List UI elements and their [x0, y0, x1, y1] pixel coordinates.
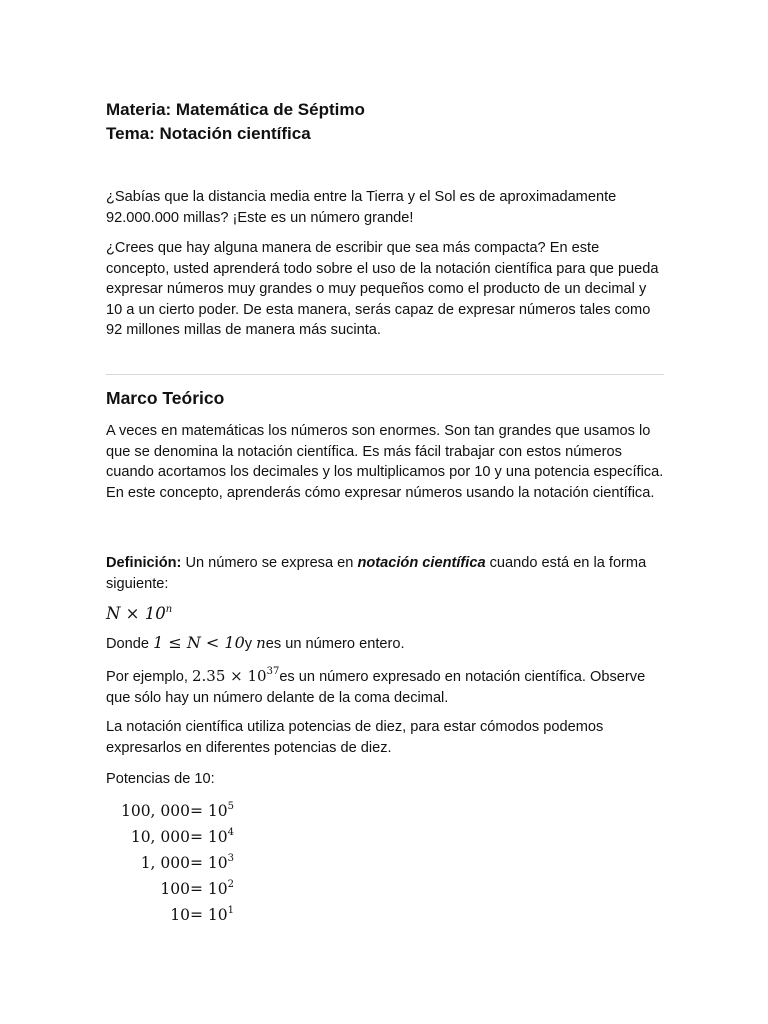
power-exponent: 3 [227, 853, 235, 864]
intro-paragraph-1: ¿Sabías que la distancia media entre la Tierra y el Sol es de aproximadamente 92.000.000 millas? ¡Este es un número grande! [106, 189, 617, 226]
power-row [104, 824, 234, 850]
power-number: 1, 000 [140, 854, 190, 872]
example-exponent: 37 [266, 666, 280, 677]
powers-intro-paragraph: La notación científica utiliza potencias de diez, para estar cómodos podemos expresarlos en diferentes potencias de diez. [106, 719, 604, 756]
example-prefix: Por ejemplo, [106, 669, 192, 685]
power-number: 10 [170, 906, 190, 924]
power-exponent: 1 [227, 905, 235, 916]
definition-text-before: Un número se expresa en [181, 555, 358, 571]
power-base: = 10 [190, 854, 228, 872]
powers-of-ten-list [104, 798, 234, 928]
donde-condition: 1 ≤ N < 10 [153, 633, 245, 652]
section-title-marco-teorico: Marco Teórico [106, 388, 225, 408]
definition-label: Definición: [106, 555, 182, 571]
donde-line [106, 633, 666, 655]
power-row [104, 902, 234, 928]
power-row [104, 798, 234, 824]
power-base: = 10 [190, 828, 228, 846]
example-rest: es un número expresado en notación científica. Observe que sólo hay un número delante de la coma decimal. [106, 669, 646, 706]
donde-word: Donde [106, 636, 154, 652]
power-row [104, 850, 234, 876]
power-base: = 10 [190, 802, 228, 820]
donde-variable: n [256, 634, 266, 652]
power-exponent: 5 [227, 801, 235, 812]
definition-text-after: cuando está en la forma siguiente: [106, 555, 647, 592]
definition-formula [106, 604, 172, 624]
power-exponent: 4 [227, 827, 235, 838]
marco-paragraph: A veces en matemáticas los números son enormes. Son tan grandes que usamos lo que se denomina la notación científica. Es más fácil trabajar con estos números cuando acortamos los decimales y los multiplicamos por 10 y una potencia específica. En este concepto, aprenderás cómo expresar números usando la notación científica. [106, 423, 664, 501]
example-base: 2.35 × 10 [191, 667, 267, 685]
power-base: = 10 [190, 880, 228, 898]
definition-paragraph [106, 553, 666, 594]
intro-paragraph-2: ¿Crees que hay alguna manera de escribir que sea más compacta? En este concepto, usted aprenderá todo sobre el uso de la notación científica para que pueda expresar números muy grandes o muy pequeños como el producto de un decimal y 10 a un cierto poder. De esta manera, serás capaz de expresar números tales como 92 millones millas de manera más sucinta. [106, 240, 659, 338]
power-exponent: 2 [227, 879, 235, 890]
document-header [106, 98, 365, 146]
powers-label: Potencias de 10: [106, 771, 215, 787]
power-number: 100 [160, 880, 190, 898]
donde-rest: es un número entero. [265, 636, 405, 652]
formula-exponent: n [165, 604, 173, 615]
donde-y: y [244, 636, 257, 652]
power-number: 100, 000 [120, 802, 190, 820]
topic-heading: Tema: Notación científica [106, 124, 311, 143]
power-base: = 10 [190, 906, 228, 924]
section-divider [106, 374, 664, 375]
subject-heading: Materia: Matemática de Séptimo [106, 100, 365, 119]
definition-term: notación científica [357, 555, 486, 571]
power-row [104, 876, 234, 902]
power-number: 10, 000 [130, 828, 190, 846]
formula-base: N × 10 [106, 604, 166, 623]
example-paragraph [106, 666, 666, 708]
